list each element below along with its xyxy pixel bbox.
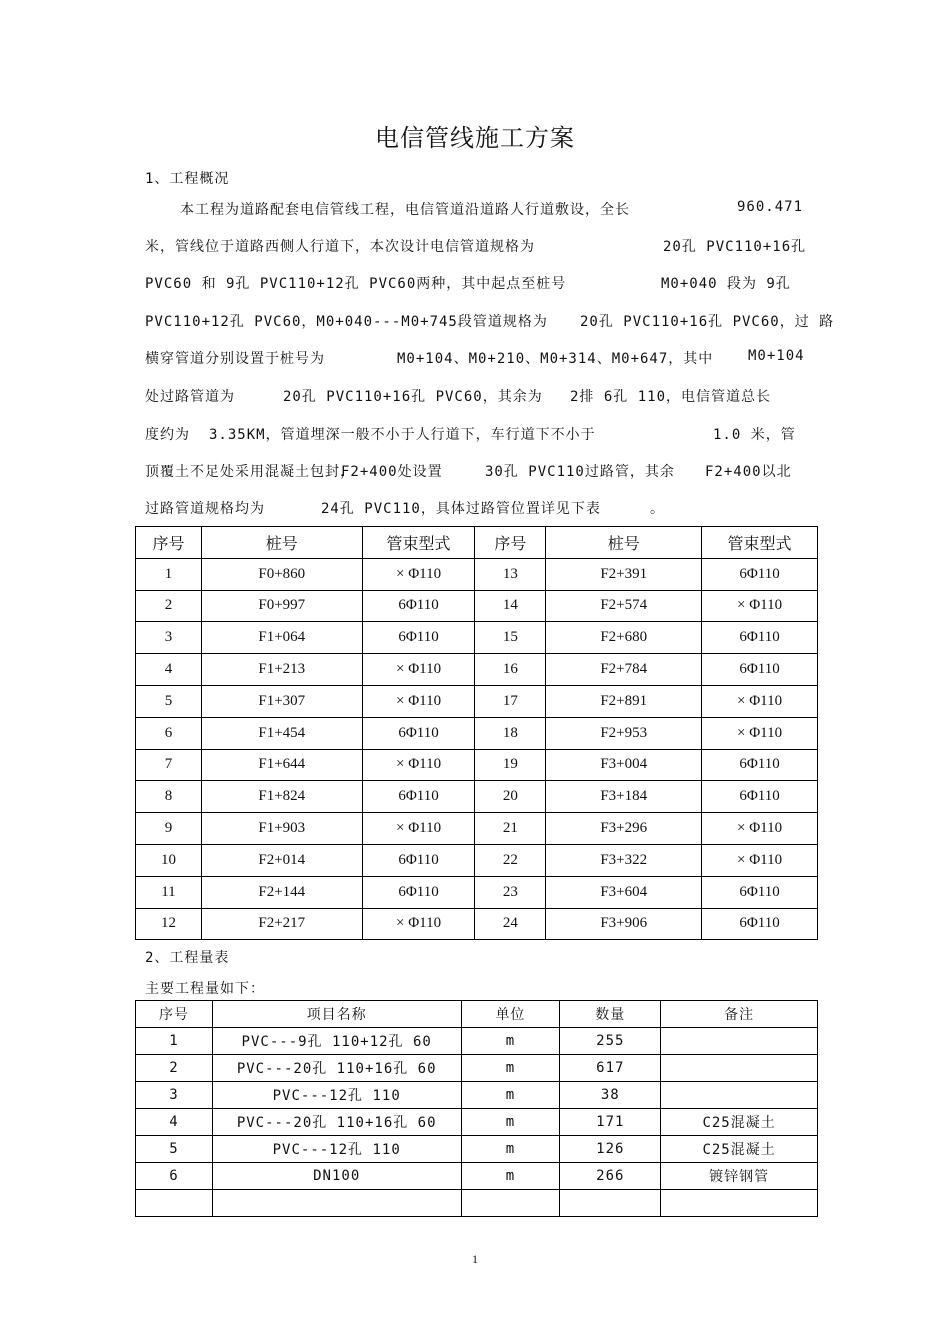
- document-title: 电信管线施工方案: [375, 124, 575, 152]
- table-cell: × Φ110: [702, 685, 818, 717]
- table-header-row: [136, 527, 818, 559]
- para-line-9-value: 24孔 PVC110，具体过路管位置详见下表: [321, 501, 601, 517]
- para-line-1-text: 本工程为道路配套电信管线工程，电信管道沿道路人行道敷设，全长: [180, 202, 630, 218]
- table-cell: m: [461, 1082, 560, 1109]
- para-line-6-value: 20孔 PVC110+16孔 PVC60，其余为: [283, 389, 543, 405]
- table-cell: × Φ110: [362, 749, 475, 781]
- table-cell: m: [461, 1028, 560, 1055]
- table-cell: 16: [475, 654, 546, 686]
- table-cell: 2: [136, 1055, 213, 1082]
- table-cell: × Φ110: [362, 654, 475, 686]
- table-cell: 3: [136, 1082, 213, 1109]
- table-cell: [661, 1028, 818, 1055]
- table-cell: [212, 1190, 461, 1217]
- table-cell: PVC---20孔 110+16孔 60: [212, 1055, 461, 1082]
- table-cell: 255: [560, 1028, 661, 1055]
- para-line-4-value: 20孔 PVC110+16孔 PVC60，过 路: [580, 314, 835, 330]
- table-cell: 6Φ110: [702, 749, 818, 781]
- table-cell: 7: [136, 749, 202, 781]
- header-cell: 桩号: [201, 527, 362, 559]
- table-cell: PVC---12孔 110: [212, 1136, 461, 1163]
- table-cell: F1+454: [201, 717, 362, 749]
- table-row: [136, 1055, 818, 1082]
- table-cell: F2+574: [546, 590, 702, 622]
- table-cell: [136, 1190, 213, 1217]
- table-cell: [661, 1082, 818, 1109]
- table-cell: 6Φ110: [362, 781, 475, 813]
- table-cell: 4: [136, 1109, 213, 1136]
- header-cell: 备注: [661, 1001, 818, 1028]
- table-row: [136, 590, 818, 622]
- table-cell: 17: [475, 685, 546, 717]
- table-cell: F2+391: [546, 558, 702, 590]
- table-cell: F3+296: [546, 813, 702, 845]
- table-cell: F1+903: [201, 813, 362, 845]
- header-cell: 桩号: [546, 527, 702, 559]
- para-line-7-value: 3.35KM，管道埋深一般不小于人行道下，车行道下不小于: [209, 427, 596, 443]
- table-cell: × Φ110: [702, 813, 818, 845]
- table-cell: × Φ110: [362, 813, 475, 845]
- table-cell: F1+064: [201, 622, 362, 654]
- table-cell: [461, 1190, 560, 1217]
- table-cell: F1+644: [201, 749, 362, 781]
- header-cell: 序号: [136, 527, 202, 559]
- para-line-5-text: 横穿管道分别设置于桩号为: [145, 351, 325, 367]
- table-cell: F2+953: [546, 717, 702, 749]
- table-cell: F3+004: [546, 749, 702, 781]
- table-cell: 171: [560, 1109, 661, 1136]
- table-cell: m: [461, 1109, 560, 1136]
- table-cell: 24: [475, 908, 546, 940]
- table-cell: [560, 1190, 661, 1217]
- table-cell: F3+604: [546, 876, 702, 908]
- table-cell: 21: [475, 813, 546, 845]
- table-cell: 12: [136, 908, 202, 940]
- table-cell: × Φ110: [702, 590, 818, 622]
- table-cell: F2+217: [201, 908, 362, 940]
- para-line-3-text: PVC60 和 9孔 PVC110+12孔 PVC60两种，其中起点至桩号: [145, 276, 567, 292]
- header-cell: 管束型式: [702, 527, 818, 559]
- table-cell: 6Φ110: [702, 876, 818, 908]
- table-cell: F1+213: [201, 654, 362, 686]
- table-row: [136, 813, 818, 845]
- table-cell: 11: [136, 876, 202, 908]
- section-2-heading: 2、工程量表: [145, 950, 230, 966]
- table-cell: 19: [475, 749, 546, 781]
- para-line-2-text: 米，管线位于道路西侧人行道下，本次设计电信管道规格为: [145, 239, 535, 255]
- table-cell: 6Φ110: [702, 654, 818, 686]
- table-row: [136, 685, 818, 717]
- table-cell: × Φ110: [362, 685, 475, 717]
- table-cell: 5: [136, 685, 202, 717]
- table-cell: × Φ110: [702, 844, 818, 876]
- table-cell: F2+144: [201, 876, 362, 908]
- header-cell: 序号: [475, 527, 546, 559]
- table-cell: 6Φ110: [702, 908, 818, 940]
- table-cell: 617: [560, 1055, 661, 1082]
- table-cell: 6Φ110: [362, 717, 475, 749]
- table-cell: F2+680: [546, 622, 702, 654]
- table-cell: PVC---9孔 110+12孔 60: [212, 1028, 461, 1055]
- table-cell: 5: [136, 1136, 213, 1163]
- table-cell: 14: [475, 590, 546, 622]
- table-cell: 266: [560, 1163, 661, 1190]
- table-cell: F2+784: [546, 654, 702, 686]
- table-row: [136, 844, 818, 876]
- header-cell: 序号: [136, 1001, 213, 1028]
- table-row: [136, 622, 818, 654]
- header-cell: 数量: [560, 1001, 661, 1028]
- header-cell: 单位: [461, 1001, 560, 1028]
- table-cell: F3+906: [546, 908, 702, 940]
- table-row: [136, 781, 818, 813]
- para-line-4-text: PVC110+12孔 PVC60，M0+040---M0+745段管道规格为: [145, 314, 548, 330]
- para-line-3-value: M0+040 段为 9孔: [661, 276, 791, 292]
- table-row: [136, 1028, 818, 1055]
- table-cell: 4: [136, 654, 202, 686]
- table-cell: 6Φ110: [362, 844, 475, 876]
- header-cell: 管束型式: [362, 527, 475, 559]
- table-cell: 126: [560, 1136, 661, 1163]
- table-cell: DN100: [212, 1163, 461, 1190]
- crossing-pipe-table: [135, 526, 818, 940]
- table-cell: 2: [136, 590, 202, 622]
- para-line-6-value-2: 2排 6孔 110，电信管道总长: [570, 389, 772, 405]
- para-line-5-value-2: M0+104: [748, 348, 805, 364]
- table-cell: [661, 1190, 818, 1217]
- table-cell: F2+014: [201, 844, 362, 876]
- table-cell: × Φ110: [362, 558, 475, 590]
- table-cell: 18: [475, 717, 546, 749]
- para-line-7-value-2: 1.0 米，管: [713, 427, 796, 443]
- table-row: [136, 749, 818, 781]
- para-line-9-end: 。: [650, 501, 665, 517]
- para-line-8-value: F2+400处设置: [341, 464, 443, 480]
- section-1-heading: 1、工程概况: [145, 171, 230, 187]
- para-line-2-value: 20孔 PVC110+16孔: [663, 239, 807, 255]
- table-cell: 15: [475, 622, 546, 654]
- quantity-table: [135, 1000, 818, 1217]
- table-cell: 20: [475, 781, 546, 813]
- table-row: [136, 1082, 818, 1109]
- table-cell: 6: [136, 717, 202, 749]
- table-cell: 6Φ110: [362, 622, 475, 654]
- table-cell: F1+307: [201, 685, 362, 717]
- table-row: [136, 1109, 818, 1136]
- table-cell: PVC---20孔 110+16孔 60: [212, 1109, 461, 1136]
- table-cell: 9: [136, 813, 202, 845]
- table-cell: 8: [136, 781, 202, 813]
- table-cell: m: [461, 1136, 560, 1163]
- table-cell: 3: [136, 622, 202, 654]
- table-cell: 6Φ110: [702, 622, 818, 654]
- table-cell: C25混凝土: [661, 1109, 818, 1136]
- table-row: [136, 654, 818, 686]
- table-cell: 6Φ110: [362, 590, 475, 622]
- para-line-8-value-2: 30孔 PVC110过路管，其余: [485, 464, 675, 480]
- table-cell: 38: [560, 1082, 661, 1109]
- table-cell: 6Φ110: [702, 558, 818, 590]
- table-row: [136, 908, 818, 940]
- table-cell: 10: [136, 844, 202, 876]
- para-line-7-text: 度约为: [145, 427, 190, 443]
- table-cell: F3+322: [546, 844, 702, 876]
- table-cell: 13: [475, 558, 546, 590]
- header-cell: 项目名称: [212, 1001, 461, 1028]
- table-cell: F0+997: [201, 590, 362, 622]
- section-2-subheading: 主要工程量如下：: [145, 981, 265, 997]
- table-cell: F3+184: [546, 781, 702, 813]
- para-line-1-value: 960.471: [737, 199, 804, 215]
- table-cell: m: [461, 1163, 560, 1190]
- table-cell: 22: [475, 844, 546, 876]
- para-line-9-text: 过路管道规格均为: [145, 501, 265, 517]
- table-cell: 镀锌钢管: [661, 1163, 818, 1190]
- page-number: 1: [472, 1252, 478, 1266]
- table-cell: C25混凝土: [661, 1136, 818, 1163]
- table-cell: 6: [136, 1163, 213, 1190]
- table-row: [136, 1136, 818, 1163]
- table-cell: 6Φ110: [362, 876, 475, 908]
- table-cell: × Φ110: [362, 908, 475, 940]
- table-cell: [661, 1055, 818, 1082]
- table-cell: F1+824: [201, 781, 362, 813]
- table-cell: m: [461, 1055, 560, 1082]
- para-line-5-value: M0+104、M0+210、M0+314、M0+647，其中: [397, 351, 714, 367]
- table-cell: 6Φ110: [702, 781, 818, 813]
- table-row: [136, 1163, 818, 1190]
- table-cell: PVC---12孔 110: [212, 1082, 461, 1109]
- table-cell: F2+891: [546, 685, 702, 717]
- table-header-row: [136, 1001, 818, 1028]
- table-cell: 23: [475, 876, 546, 908]
- table-cell: F0+860: [201, 558, 362, 590]
- para-line-8-text: 顶覆土不足处采用混凝土包封，: [145, 464, 355, 480]
- table-row: [136, 1190, 818, 1217]
- table-cell: 1: [136, 1028, 213, 1055]
- table-row: [136, 876, 818, 908]
- table-cell: 1: [136, 558, 202, 590]
- para-line-6-text: 处过路管道为: [145, 389, 235, 405]
- table-cell: × Φ110: [702, 717, 818, 749]
- table-row: [136, 717, 818, 749]
- para-line-8-value-3: F2+400以北: [705, 464, 792, 480]
- table-row: [136, 558, 818, 590]
